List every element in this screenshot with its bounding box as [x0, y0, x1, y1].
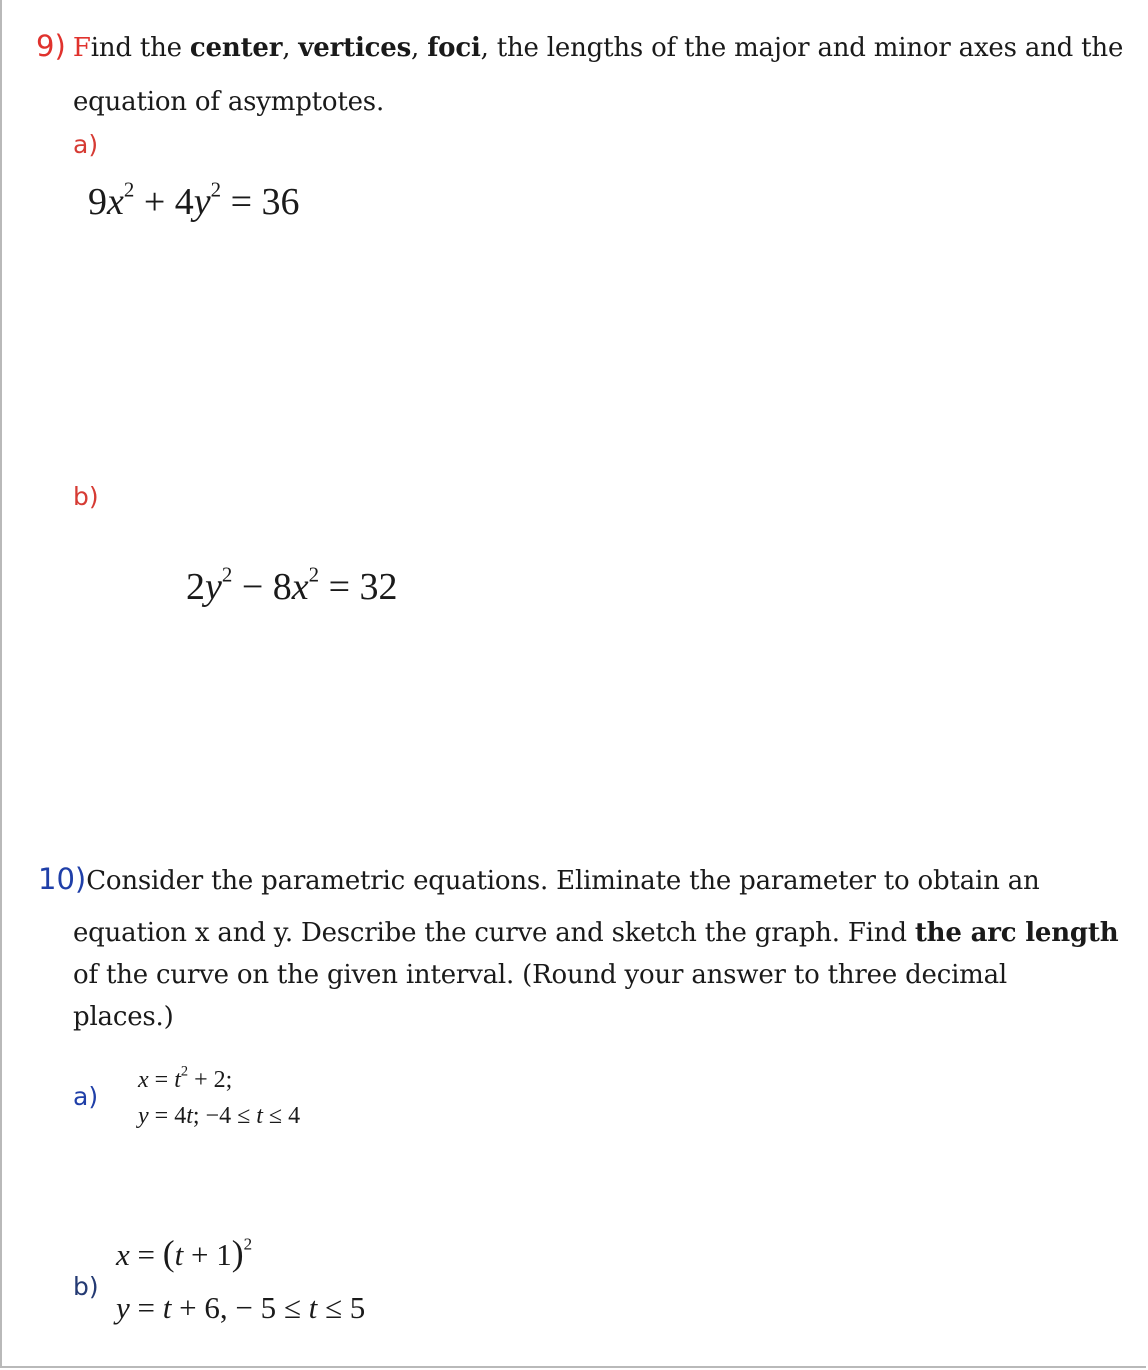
question-10-line-1: [38, 862, 1040, 896]
question-9-text: ind the: [90, 33, 190, 63]
question-10a-equation-y: y = 4t; −4 ≤ t ≤ 4: [138, 1103, 301, 1129]
question-10-line-4: places.): [73, 1002, 174, 1032]
question-10b-equation-y: y = t + 6, − 5 ≤ t ≤ 5: [116, 1290, 366, 1325]
question-9a-label: a): [73, 130, 99, 159]
question-10-number: 10): [38, 862, 87, 896]
question-9a-equation: $9x^2 + 4y^2 = 36$: [88, 177, 300, 223]
question-10b-equation-x: $x = (t + 1)^2$: [116, 1233, 253, 1273]
question-10a-equation-x: $x = t^2 + 2$;: [138, 1063, 233, 1093]
question-10-line-2: equation x and y. Describe the curve and sketch the graph. Find the arc length: [73, 918, 1119, 948]
question-10a-label: a): [73, 1082, 99, 1111]
keyword-center: center: [189, 33, 283, 63]
question-9b-equation: $2y^2 - 8x^2 = 32$: [186, 562, 398, 608]
separator: ,: [411, 33, 428, 63]
question-10-line-3: of the curve on the given interval. (Round your answer to three decimal: [73, 960, 1008, 990]
question-10-text: Consider the parametric equations. Eliminate the parameter to obtain an: [86, 866, 1040, 896]
question-9-line-1: [36, 29, 1123, 63]
question-9-text-rest: , the lengths of the major and minor axes and the: [480, 33, 1124, 63]
question-9-line-2: equation of asymptotes.: [73, 87, 385, 117]
keyword-foci: foci: [427, 33, 481, 63]
question-9b-label: b): [73, 482, 99, 511]
keyword-arc-length: the arc length: [914, 918, 1119, 948]
question-9-number: 9): [36, 29, 66, 63]
question-10b-label: b): [73, 1272, 99, 1301]
keyword-vertices: vertices: [298, 33, 412, 63]
separator: ,: [282, 33, 299, 63]
question-9-first-letter: F: [72, 33, 91, 63]
